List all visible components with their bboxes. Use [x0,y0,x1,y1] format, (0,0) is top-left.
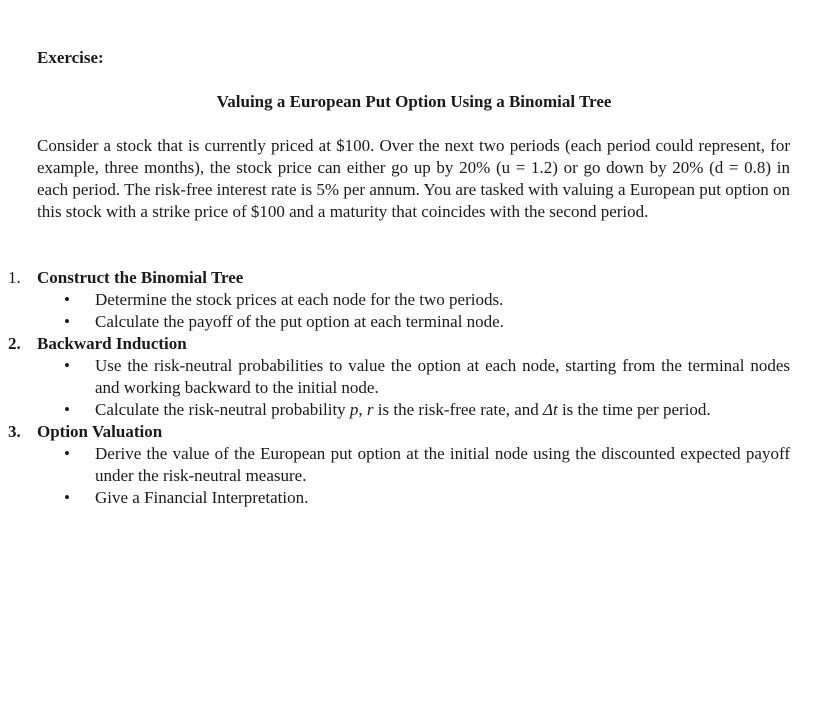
step-1-heading [0,267,828,289]
list-item [0,311,790,333]
bullet-text: Determine the stock prices at each node for the two periods. [95,290,504,309]
bullet-icon: • [64,444,70,463]
step-number: 2. [8,334,21,353]
bullet-icon: • [64,312,70,331]
bullet-text: Calculate the payoff of the put option at each terminal node. [95,312,504,331]
steps-list [0,267,828,509]
step-3-heading [0,421,828,443]
bullet-text: Give a Financial Interpretation. [95,488,309,507]
step-number: 3. [8,422,21,441]
bullet-icon: • [64,290,70,309]
list-item [0,289,790,311]
step-3 [0,421,828,509]
step-title: Backward Induction [37,334,187,353]
bullet-icon: • [64,488,70,507]
bullet-icon: • [64,400,70,419]
bullet-text: Use the risk-neutral probabilities to value the option at each node, starting from the terminal nodes and working backward to the initial node. [95,356,790,397]
bullet-text-part: is the time per period. [557,400,711,419]
math-p: p [349,400,359,419]
step-title: Construct the Binomial Tree [37,268,244,287]
bullet-text-part: , [358,400,367,419]
bullet-text: Derive the value of the European put option at the initial node using the discounted expected payoff under the risk-neutral measure. [95,444,790,485]
bullet-icon: • [64,356,70,375]
step-2 [0,333,828,421]
bullet-list [0,289,828,333]
step-number: 1. [8,268,21,287]
bullet-text-part: is the risk-free rate, and [373,400,543,419]
list-item [0,355,790,399]
list-item [0,443,790,487]
intro-paragraph: Consider a stock that is currently priced at $100. Over the next two periods (each period could represent, for example, three months), the stock price can either go up by 20% (u = 1.2) or go down by 20% (d = 0.8) in each period. The risk-free interest rate is 5% per annum. You are tasked with valuing a European put option on this stock with a strike price of $100 and a maturity that coincides with the second period. [37,136,790,221]
list-item [0,399,790,421]
math-delta-t: Δt [543,400,558,419]
bullet-list [0,355,828,421]
step-1 [0,267,828,333]
exercise-title: Valuing a European Put Option Using a Binomial Tree [216,92,612,111]
math-r: r [366,400,374,419]
bullet-list [0,443,828,509]
list-item [0,487,790,509]
step-2-heading [0,333,828,355]
bullet-text-part: Calculate the risk-neutral probability [95,400,350,419]
exercise-label: Exercise: [37,48,104,67]
step-title: Option Valuation [37,422,163,441]
